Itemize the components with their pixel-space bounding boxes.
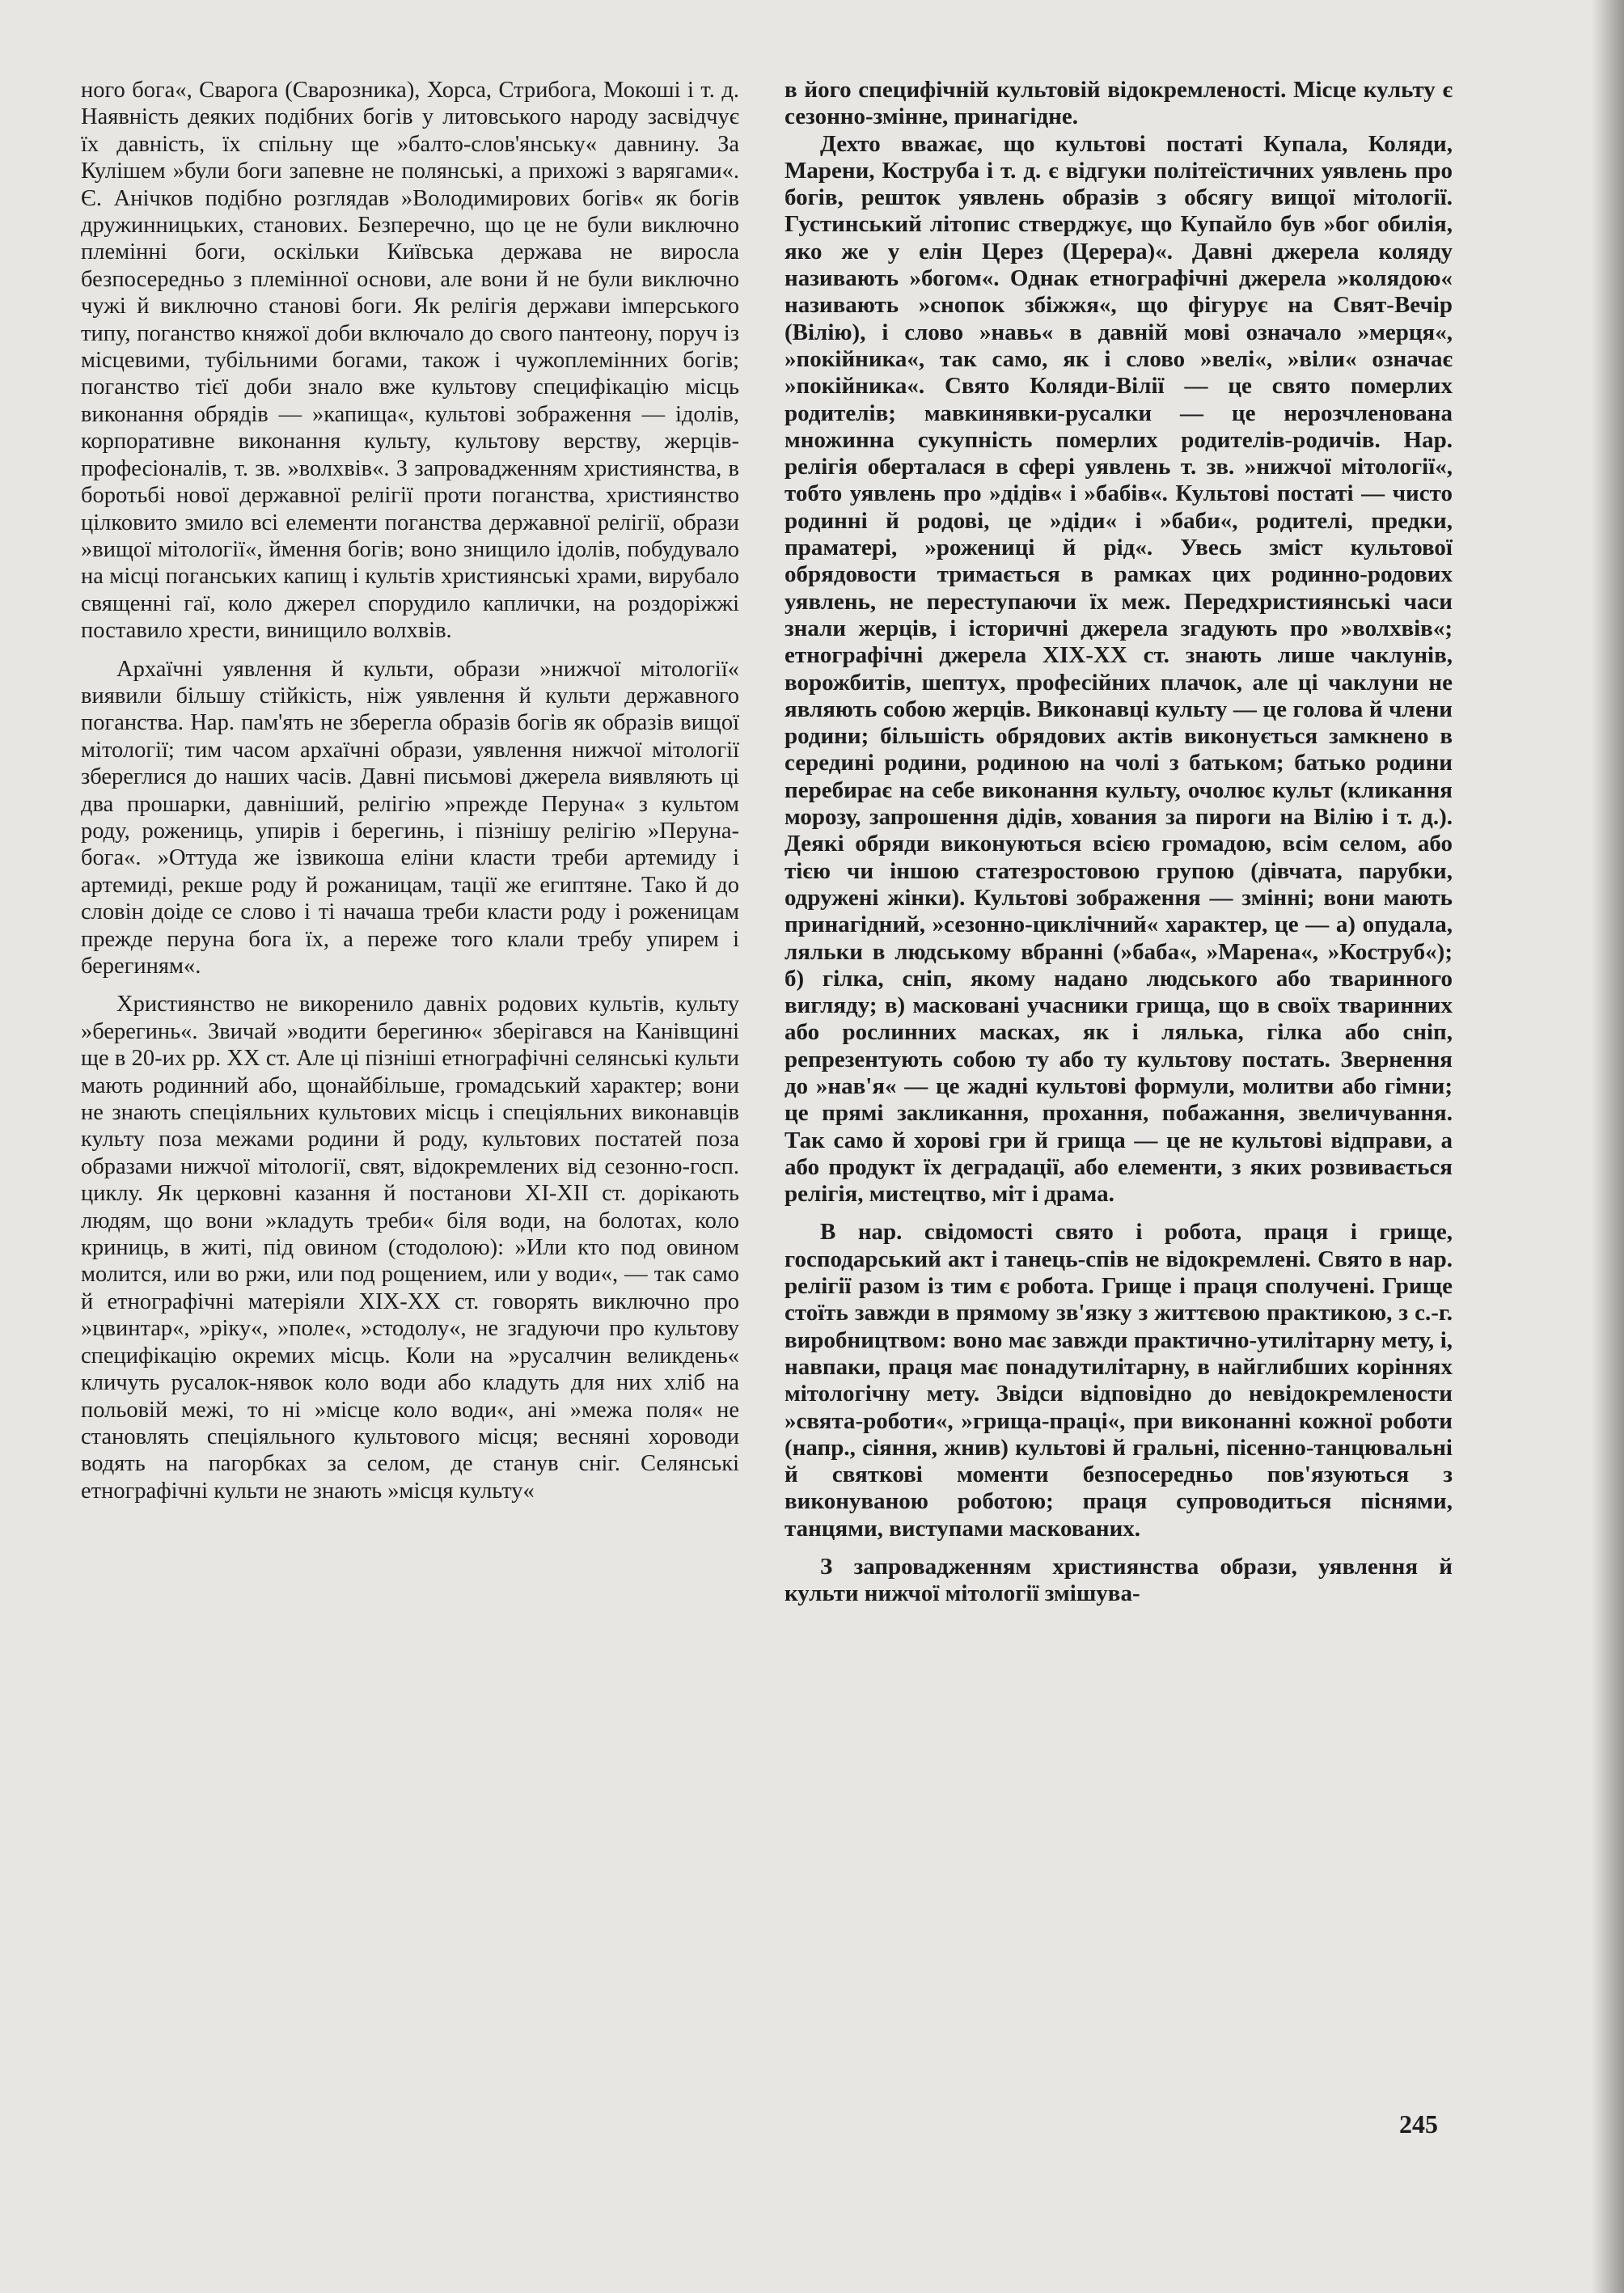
page-edge-shadow	[1592, 0, 1624, 2293]
paragraph: Дехто вважає, що культові постаті Купала, Коляди, Марени, Коструба і т. д. є відгуки політеїстичних уявлень про богів, решток уявлень образів з обсягу вищої мітології. Густинський літопис стверджує, що Купайло був »бог обилія, яко же у елін Церез (Церера)«. Давні джерела коляду називають »богом«. Однак етнографічні джерела »колядою« називають »снопок збіжжя«, що фігурує на Свят-Вечір (Вілію), і слово »навь« в давній мові означало »мерця«, »покійника«, так само, як і слово »велі«, »віли« означає »покійника«. Свято Коляди-Вілії — це свято померлих родителів; мавкинявки-русалки — це нерозчленована множинна сукупність померлих родителів-родичів. Нар. релігія оберталася в сфері уявлень т. зв. »нижчої мітології«, тобто уявлень про »дідів« і »бабів«. Культові постаті — чисто родинні й родові, це »діди« і »баби«, родителі, предки, праматері, »рожениці й рід«. Увесь зміст культової обрядовости тримається в рамках цих родинно-родових уявлень, не переступаючи їх меж. Передхристиянські часи знали жерців, і історичні джерела згадують про »волхвів«; етнографічні джерела XIX-XX ст. знають лише чаклунів, ворожбитів, шептух, професійних плачок, але ці чаклуни не являють собою жерців. Виконавці культу — це голова й члени родини; більшість обрядових актів виконується замкнено в середині родини, родиною на чолі з батьком; батько родини перебирає на себе виконання культу, очолює культ (кликання морозу, запрошення дідів, хования за пироги на Вілію і т. д.). Деякі обряди виконуються всією громадою, всім селом, або тією чи іншою статезростовою групою (дівчата, парубки, одружені жінки). Культові зображення — змінні; вони мають принагідний, »сезонно-циклічний« характер, це — а) опудала, ляльки в людському вбранні (»баба«, »Марена«, »Коструб«); б) гілка, сніп, якому надано людського або тваринного вигляду; в) масковані учасники грища, що в своїх тваринних або рослинних масках, як і лялька, гілка або сніп, репрезентують собою ту або ту культову постать. Звернення до »нав'я« — це жадні культові формули, молитви або гімни; це прямі закликання, прохання, побажання, звеличування. Так само й хорові гри й грища — це не культові відправи, а або продукт їх деградації, або елементи, з яких розвивається релігія, мистецтво, міт і драма.	[785, 130, 1453, 1208]
right-text-column	[785, 77, 1453, 1608]
page-number: 245	[1399, 2109, 1438, 2139]
paragraph: в його специфічній культовій відокремленості. Місце культу є сезонно-змінне, принагідне.	[785, 77, 1453, 130]
paragraph: Архаїчні уявлення й культи, образи »нижчої мітології« виявили більшу стійкість, ніж уявлення й культи державного поганства. Нар. пам'ять не зберегла образів богів як образів вищої мітології; тим часом архаїчні образи, уявлення нижчої мітології збереглися до наших часів. Давні письмові джерела виявляють ці два прошарки, давніший, релігію »прежде Перуна« з культом роду, рожениць, упирів і берегинь, і пізнішу релігію »Перуна-бога«. »Оттуда же ізвикоша еліни класти треби артемиду і артемиді, рекше роду й рожаницам, тації же египтяне. Тако й до словін доіде се слово і ті начаша треби класти роду і роженицам прежде перуна бога їх, а переже того клали требу упирем і берегиням«.	[81, 656, 739, 979]
paragraph: З запровадженням християнства образи, уявлення й культи нижчої мітології змішува-	[785, 1554, 1453, 1607]
left-text-column	[81, 77, 739, 1504]
paragraph: ного бога«, Сварога (Сварозника), Хорса, Стрибога, Мокоші і т. д. Наявність деяких подібних богів у литовського народу засвідчує їх давність, їх спільну ще »балто-слов'янську« давнину. За Кулішем »були боги запевне не полянські, а прихожі з варягами«. Є. Анічков подібно розглядав »Володимирових богів« як богів дружинницьких, станових. Безперечно, що це не були виключно племінні боги, оскільки Київська держава не виросла безпосередньо з племінної основи, але вони й не були виключно чужі й виключно станові боги. Як релігія держави імперського типу, поганство княжої доби включало до свого пантеону, поруч із місцевими, тубільними богами, також і чужоплемінних богів; поганство тієї доби знало вже культову специфікацію місць виконання обрядів — »капища«, культові зображення — ідолів, корпоративне виконання культу, культову верству, жерців-професіоналів, т. зв. »волхвів«. З запровадженням християнства, в боротьбі нової державної релігії проти поганства, християнство цілковито змило всі елементи поганства державної релігії, образи »вищої мітології«, ймення богів; воно знищило ідолів, побудувало на місці поганських капищ і культів християнські храми, вирубало священні гаї, коло джерел спорудило каплички, на роздоріжжі поставило хрести, винищило волхвів.	[81, 78, 739, 644]
paragraph: Християнство не викоренило давніх родових культів, культу »берегинь«. Звичай »водити берегиню« зберігався на Канівщині ще в 20-их рр. XX ст. Але ці пізніші етнографічні селянські культи мають родинний або, щонайбільше, громадський характер; вони не знають спеціяльних культових місць і спеціяльних виконавців культу поза межами родини й роду, культових постатей поза образами нижчої мітології, свят, відокремлених від сезонно-госп. циклу. Як церковні казання й постанови XI-XII ст. дорікають людям, що вони »кладуть треби« біля води, на болотах, коло криниць, в житі, під овином (стодолою): »Или кто под овином молится, или во ржи, или под рощением, или у води«, — так само й етнографічні матеріяли XIX-XX ст. говорять виключно про »цвинтар«, »ріку«, »поле«, »стодолу«, не згадуючи про культову специфікацію окремих місць. Коли на »русалчин великдень« кличуть русалок-нявок коло води або кладуть для них хліб на польовій межі, то ні »місце коло води«, ані »межа поля« не становлять спеціяльного культового місця; весняні хороводи водять на пагорбках за селом, де станув сніг. Селянські етнографічні культи не знають »місця культу«	[81, 992, 739, 1504]
paragraph: В нар. свідомості свято і робота, праця і грище, господарський акт і танець-спів не відокремлені. Свято в нар. релігії разом із тим є робота. Грище і праця сполучені. Грище стоїть завжди в прямому зв'язку з життєвою практикою, з с.-г. виробництвом: воно має завжди практично-утилітарну мету, і, навпаки, праця має понадутилітарну, в найглибших коріннях мітологічну мету. Звідси відповідно до невідокремлености »свята-роботи«, »грища-праці«, при виконанні кожної роботи (напр., сіяння, жнив) культові й гральні, пісенно-танцювальні й святкові моменти безпосередньо пов'язуються з виконуваною роботою; праця супроводиться піснями, танцями, виступами маскованих.	[785, 1219, 1453, 1542]
